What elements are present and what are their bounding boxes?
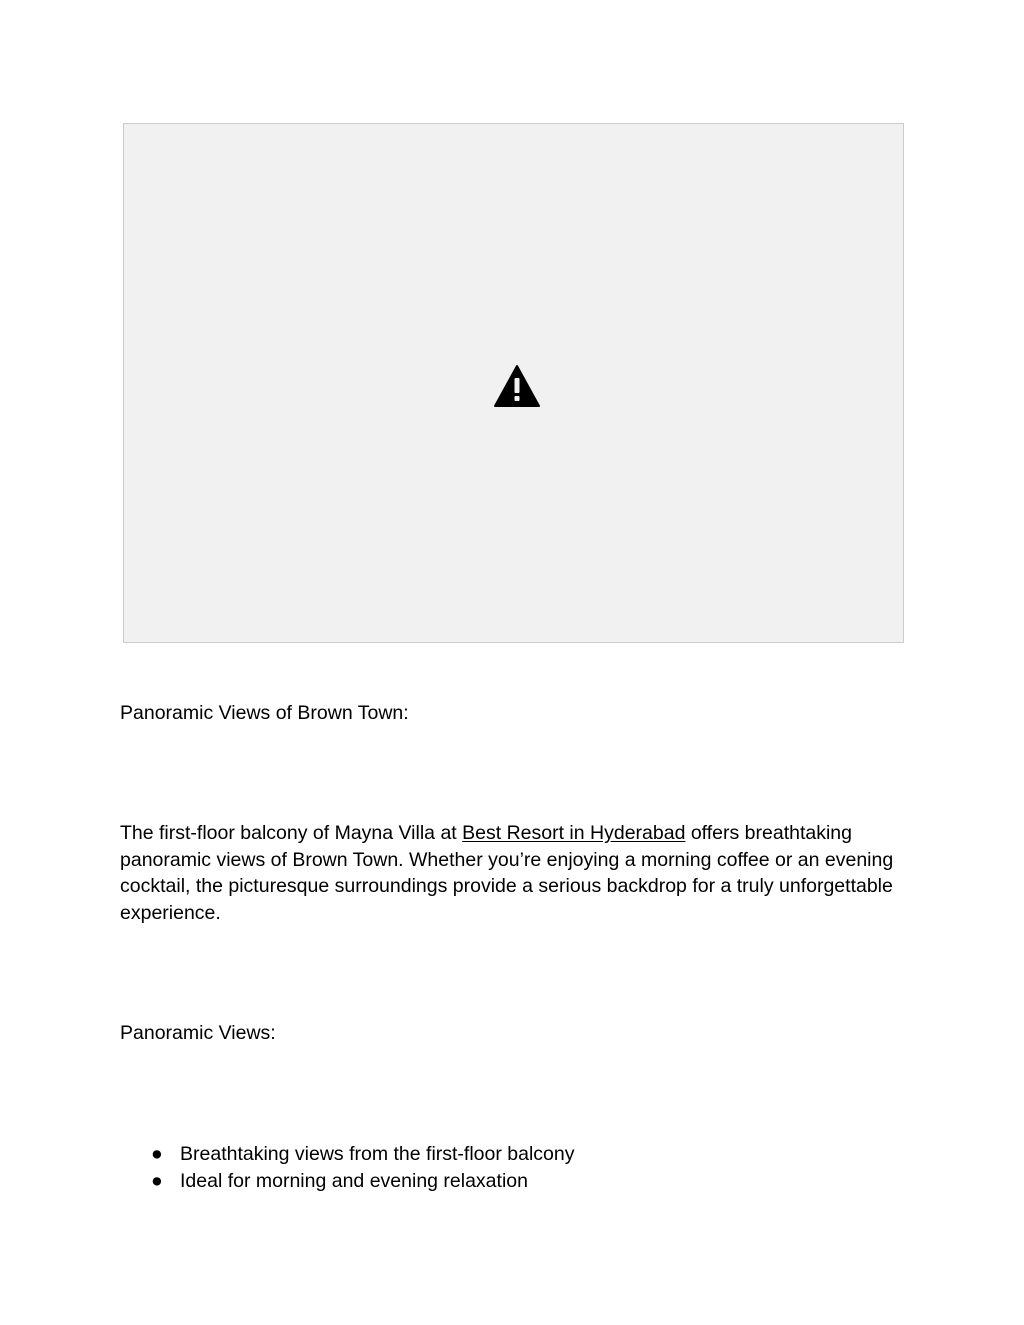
section-heading-panoramic-views: Panoramic Views: (120, 1022, 276, 1044)
broken-image-placeholder (123, 123, 904, 643)
paragraph-text-end: offers breathtaking panoramic views of Brown Town. Whether you’re enjoying a morning coffee or an evening cocktail, the picturesque surroundings provide a serious backdrop for a truly unforgettable experience. (120, 822, 894, 925)
list-item-text: Breathtaking views from the first-floor balcony (180, 1143, 575, 1165)
bullet-icon: ● (151, 1169, 163, 1192)
bullet-icon: ● (151, 1143, 163, 1165)
body-paragraph (120, 820, 910, 927)
best-resort-link[interactable]: Best Resort in Hyderabad (462, 822, 686, 844)
list-item (120, 1141, 910, 1168)
paragraph-text-start: The first-floor balcony of Mayna Villa at (120, 822, 463, 844)
section-heading-brown-town: Panoramic Views of Brown Town: (120, 702, 409, 724)
bullet-list (120, 1141, 910, 1194)
list-item (120, 1168, 910, 1195)
warning-icon (493, 364, 541, 408)
list-item-text: Ideal for morning and evening relaxation (180, 1169, 528, 1192)
